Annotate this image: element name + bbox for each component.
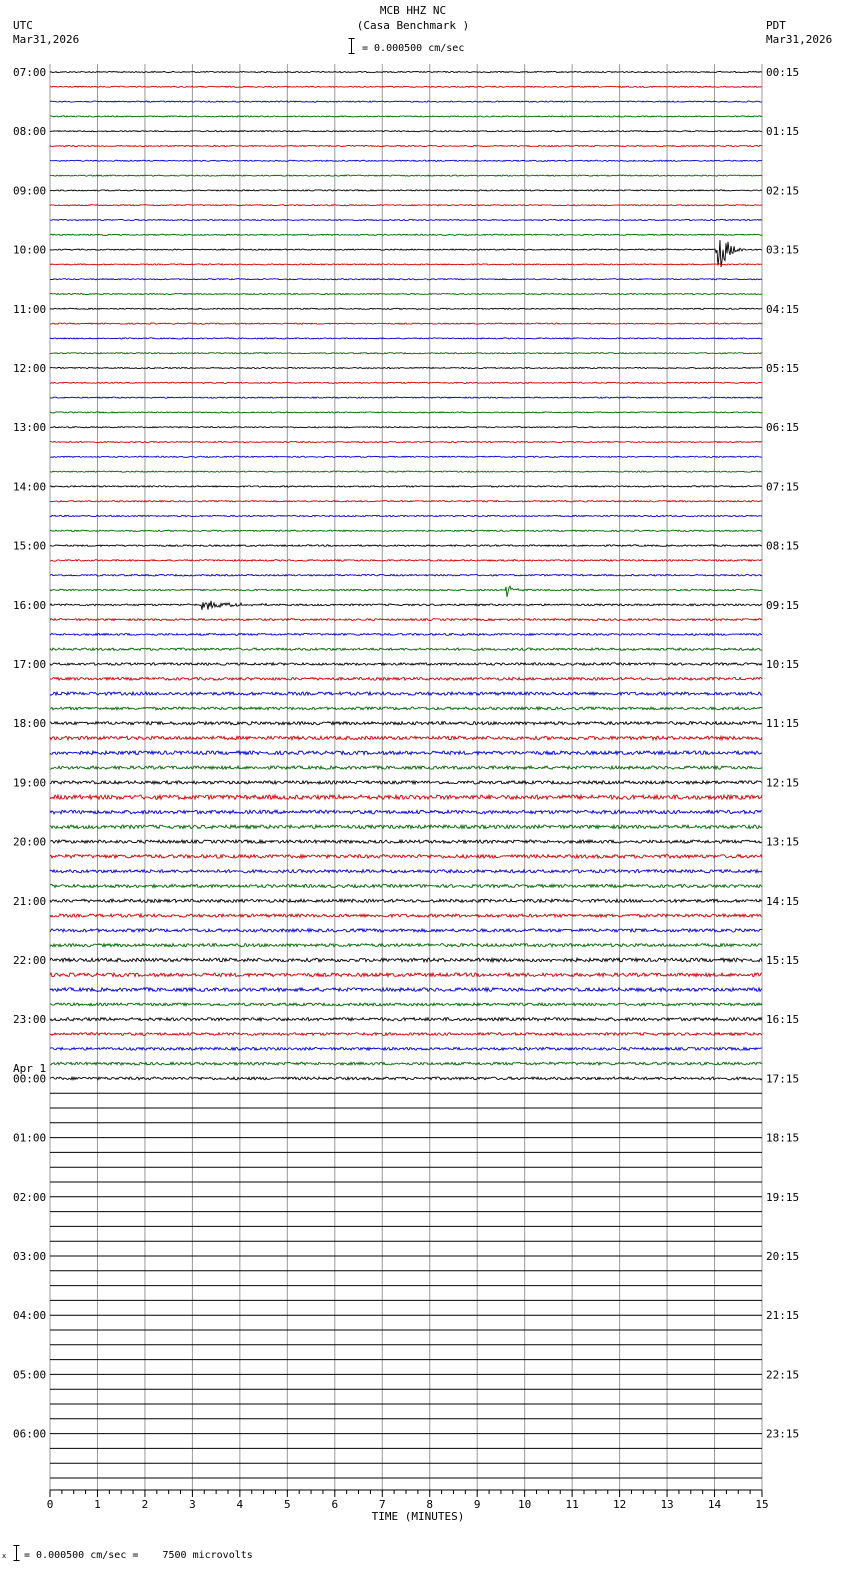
trace-line-54 <box>50 870 762 873</box>
trace-line-32 <box>50 545 762 547</box>
trace-line-9 <box>50 205 762 206</box>
trace-line-48 <box>50 781 762 784</box>
trace-line-20 <box>50 367 762 368</box>
trace-line-29 <box>50 501 762 502</box>
utc-hour-label: 03:00 <box>13 1250 47 1263</box>
x-axis-label: TIME (MINUTES) <box>371 1510 465 1523</box>
trace-line-42 <box>50 692 762 695</box>
left-timezone: UTC <box>13 19 33 32</box>
trace-line-23 <box>50 412 762 413</box>
trace-line-28 <box>50 486 762 487</box>
x-tick-label: 0 <box>46 1498 54 1511</box>
right-timezone: PDT <box>766 19 786 32</box>
station-title: MCB HHZ NC <box>379 4 447 17</box>
x-tick-label: 13 <box>660 1498 674 1511</box>
utc-hour-label: 05:00 <box>13 1368 47 1382</box>
trace-line-4 <box>50 131 762 132</box>
trace-line-34 <box>50 574 762 576</box>
trace-line-39 <box>50 648 762 650</box>
trace-line-3 <box>50 116 762 117</box>
utc-hour-label: 22:00 <box>13 954 47 967</box>
trace-line-10 <box>50 219 762 220</box>
pdt-hour-label: 07:15 <box>766 480 800 494</box>
trace-line-41 <box>50 677 762 680</box>
trace-line-11 <box>50 234 762 235</box>
x-tick-label: 4 <box>236 1498 244 1511</box>
pdt-hour-label: 19:15 <box>766 1190 800 1204</box>
x-tick-label: 10 <box>518 1498 532 1511</box>
trace-line-49 <box>50 795 762 799</box>
utc-hour-label: 07:00 <box>13 66 47 79</box>
utc-hour-label: 09:00 <box>13 184 47 198</box>
trace-line-53 <box>50 855 762 859</box>
trace-line-65 <box>50 1033 762 1036</box>
trace-line-8 <box>50 190 762 191</box>
utc-hour-label: 02:00 <box>13 1190 47 1204</box>
trace-line-60 <box>50 958 762 962</box>
x-tick-label: 5 <box>284 1498 291 1511</box>
utc-hour-label: 17:00 <box>13 658 47 671</box>
pdt-hour-label: 04:15 <box>766 302 800 316</box>
utc-hour-label: 00:00 <box>13 1072 47 1086</box>
trace-line-17 <box>50 323 762 324</box>
seismic-traces <box>50 71 762 1478</box>
trace-line-64 <box>50 1018 762 1021</box>
trace-line-50 <box>50 810 762 814</box>
utc-hour-label: 11:00 <box>13 302 47 316</box>
day-change-label: Apr 1 <box>13 1062 47 1075</box>
utc-hour-label: 01:00 <box>13 1131 47 1145</box>
utc-hour-label: 10:00 <box>13 243 47 257</box>
trace-line-7 <box>50 175 762 176</box>
trace-line-1 <box>50 86 762 87</box>
x-tick-label: 3 <box>189 1498 196 1511</box>
trace-line-5 <box>50 145 762 146</box>
x-tick-label: 15 <box>755 1498 769 1511</box>
pdt-hour-label: 14:15 <box>766 894 800 908</box>
x-tick-label: 6 <box>331 1498 339 1511</box>
pdt-hour-label: 15:15 <box>766 954 800 967</box>
trace-line-6 <box>50 160 762 161</box>
svg-text:x: x <box>2 1552 7 1560</box>
trace-line-40 <box>50 663 762 665</box>
trace-line-66 <box>50 1047 762 1050</box>
trace-line-43 <box>50 707 762 710</box>
pdt-hour-label: 17:15 <box>766 1072 800 1086</box>
x-tick-label: 11 <box>565 1498 579 1511</box>
trace-line-36 <box>50 601 762 610</box>
right-date: Mar31,2026 <box>766 33 833 46</box>
utc-hour-label: 21:00 <box>13 894 47 908</box>
pdt-hour-label: 12:15 <box>766 776 800 790</box>
trace-line-21 <box>50 382 762 383</box>
trace-line-67 <box>50 1062 762 1065</box>
trace-line-18 <box>50 338 762 339</box>
trace-line-63 <box>50 1003 762 1006</box>
utc-hour-label: 14:00 <box>13 480 47 494</box>
x-tick-label: 7 <box>378 1498 386 1511</box>
pdt-hour-label: 08:15 <box>766 539 800 553</box>
pdt-hour-label: 03:15 <box>766 243 800 257</box>
trace-line-2 <box>50 101 762 102</box>
pdt-hour-label: 01:15 <box>766 125 800 139</box>
trace-line-44 <box>50 722 762 725</box>
trace-line-12 <box>50 240 762 267</box>
trace-line-59 <box>50 944 762 947</box>
utc-hour-label: 08:00 <box>13 125 47 139</box>
x-tick-label: 1 <box>94 1498 101 1511</box>
pdt-hour-label: 22:15 <box>766 1368 800 1382</box>
trace-line-61 <box>50 973 762 977</box>
trace-line-62 <box>50 988 762 992</box>
trace-line-0 <box>50 71 762 72</box>
utc-hour-label: 18:00 <box>13 717 47 731</box>
pdt-hour-label: 00:15 <box>766 66 800 79</box>
trace-line-25 <box>50 441 762 442</box>
pdt-hour-label: 21:15 <box>766 1309 800 1323</box>
trace-line-58 <box>50 929 762 932</box>
pdt-hour-label: 13:15 <box>766 835 800 849</box>
trace-line-37 <box>50 619 762 621</box>
trace-line-22 <box>50 397 762 398</box>
trace-line-45 <box>50 736 762 740</box>
trace-line-56 <box>50 899 762 902</box>
time-axis <box>47 1490 769 1511</box>
site-name: (Casa Benchmark ) <box>356 19 470 32</box>
pdt-hour-label: 06:15 <box>766 421 800 435</box>
trace-line-19 <box>50 353 762 354</box>
x-tick-label: 2 <box>141 1498 149 1511</box>
trace-line-30 <box>50 515 762 516</box>
trace-line-47 <box>50 766 762 769</box>
footer-scale-text: = 0.000500 cm/sec = 7500 microvolts <box>24 1550 253 1561</box>
trace-line-14 <box>50 279 762 280</box>
trace-line-27 <box>50 471 762 472</box>
pdt-hour-label: 20:15 <box>766 1250 800 1263</box>
scale-text: = 0.000500 cm/sec <box>362 43 465 54</box>
trace-line-52 <box>50 840 762 843</box>
pdt-hour-label: 05:15 <box>766 362 800 375</box>
utc-hour-label: 20:00 <box>13 835 47 849</box>
utc-hour-label: 04:00 <box>13 1309 47 1323</box>
pdt-hour-label: 02:15 <box>766 184 800 198</box>
left-date: Mar31,2026 <box>13 33 80 46</box>
pdt-hour-label: 11:15 <box>766 717 800 731</box>
trace-line-38 <box>50 633 762 635</box>
trace-line-55 <box>50 884 762 887</box>
x-tick-label: 14 <box>707 1498 722 1511</box>
pdt-hour-label: 16:15 <box>766 1013 800 1027</box>
trace-line-13 <box>50 264 762 265</box>
trace-line-68 <box>50 1077 762 1080</box>
utc-hour-label: 13:00 <box>13 421 47 435</box>
x-tick-label: 12 <box>612 1498 627 1511</box>
trace-line-31 <box>50 530 762 531</box>
utc-hour-label: 23:00 <box>13 1013 47 1027</box>
pdt-hour-label: 09:15 <box>766 598 800 612</box>
pdt-hour-label: 18:15 <box>766 1131 800 1145</box>
trace-line-46 <box>50 751 762 755</box>
trace-line-24 <box>50 427 762 428</box>
utc-hour-label: 15:00 <box>13 539 47 553</box>
trace-line-57 <box>50 914 762 917</box>
utc-hour-label: 12:00 <box>13 362 47 375</box>
utc-hour-label: 06:00 <box>13 1427 47 1441</box>
footer-scale-icon <box>2 1545 20 1561</box>
trace-line-35 <box>50 586 762 597</box>
trace-line-33 <box>50 560 762 562</box>
trace-line-51 <box>50 825 762 829</box>
minute-gridlines <box>50 64 762 1492</box>
x-tick-label: 8 <box>426 1498 434 1511</box>
utc-hour-label: 16:00 <box>13 598 47 612</box>
utc-hour-label: 19:00 <box>13 776 47 790</box>
x-tick-label: 9 <box>473 1498 481 1511</box>
trace-line-16 <box>50 308 762 309</box>
pdt-hour-label: 23:15 <box>766 1427 800 1441</box>
pdt-hour-label: 10:15 <box>766 658 800 671</box>
trace-line-26 <box>50 456 762 457</box>
trace-line-15 <box>50 293 762 294</box>
